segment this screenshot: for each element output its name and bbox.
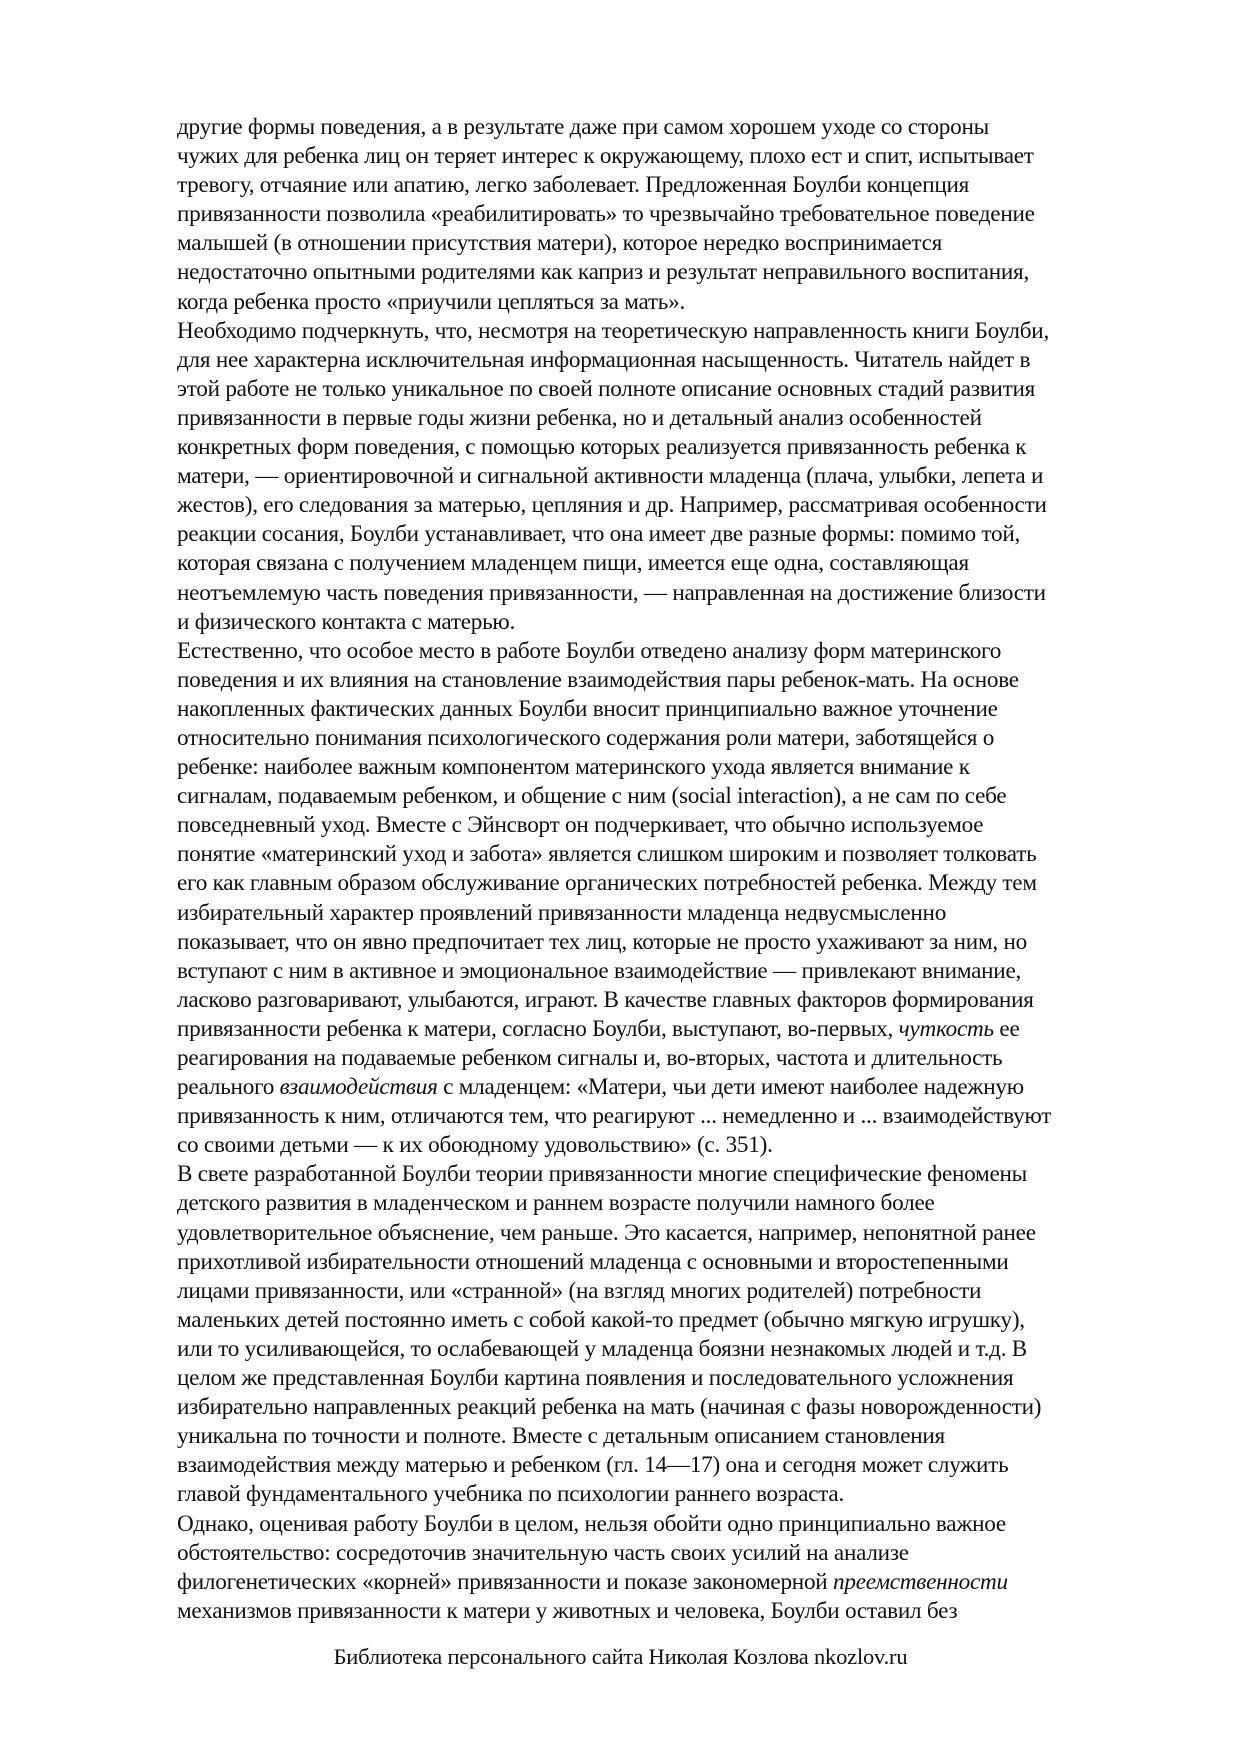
text-line: жестов), его следования за матерью, цепляния и др. Например, рассматривая особенности — [177, 492, 1047, 519]
text-line: привязанности в первые годы жизни ребенка, но и детальный анализ особенностей — [177, 404, 982, 431]
text-line: которая связана с получением младенцем пищи, имеется еще одна, составляющая — [177, 550, 969, 577]
text-line: тревогу, отчаяние или апатию, легко заболевает. Предложенная Боулби концепция — [177, 172, 970, 199]
text-line: реагирования на подаваемые ребенком сигналы и, во-вторых, частота и длительность — [177, 1045, 1003, 1071]
text-line: конкретных форм поведения, с помощью которых реализуется привязанность ребенка к — [177, 434, 1027, 461]
text-line: привязанности позволила «реабилитировать» то чрезвычайно требовательное поведение — [177, 201, 1035, 228]
text-line: В свете разработанной Боулби теории привязанности многие специфические феномены — [177, 1161, 1028, 1188]
text-line — [177, 1015, 1127, 1044]
text-segment: привязанности ребенка к матери, согласно Боулби, выступают, во-первых, — [177, 1015, 899, 1042]
text-line: маленьких детей постоянно иметь с собой какой-то предмет (обычно мягкую игрушку), — [177, 1306, 1025, 1333]
text-line: Естественно, что особое место в работе Боулби отведено анализу форм материнского — [177, 637, 1002, 664]
text-line: главой фундаментального учебника по психологии раннего возраста. — [177, 1481, 844, 1508]
text-line: Однако, оценивая работу Боулби в целом, нельзя обойти одно принципиально важное — [177, 1510, 1006, 1537]
text-line: его как главным образом обслуживание органических потребностей ребенка. Между тем — [177, 870, 1037, 897]
text-line: сигналам, подаваемым ребенком, и общение с ним (social interaction), а не сам по себе — [177, 783, 1007, 810]
text-line: избирательный характер проявлений привязанности младенца недвусмысленно — [177, 899, 947, 926]
text-line: или то усиливающейся, то ослабевающей у младенца боязни незнакомых людей и т.д. В — [177, 1335, 1028, 1362]
italic-term: взаимодействия — [279, 1074, 438, 1101]
text-line: поведения и их влияния на становление взаимодействия пары ребенок-мать. На основе — [177, 666, 1019, 693]
text-line: реакции сосания, Боулби устанавливает, что она имеет две разные формы: помимо той, — [177, 521, 1021, 548]
text-line: другие формы поведения, а в результате даже при самом хорошем уходе со стороны — [177, 114, 989, 140]
text-line: матери, — ориентировочной и сигнальной активности младенца (плача, улыбки, лепета и — [177, 463, 1044, 490]
text-line: механизмов привязанности к матери у животных и человека, Боулби оставил без — [177, 1597, 958, 1624]
text-line — [177, 1073, 1127, 1102]
text-line: целом же представленная Боулби картина появления и последовательного усложнения — [177, 1365, 1014, 1392]
text-segment: филогенетических «корней» привязанности и показе закономерной — [177, 1568, 834, 1595]
page-footer: Библиотека персонального сайта Николая Козлова nkozlov.ru — [333, 1644, 908, 1669]
italic-term: чуткость — [898, 1015, 994, 1042]
text-line: прихотливой избирательности отношений младенца с основными и второстепенными — [177, 1248, 1009, 1275]
text-line: относительно понимания психологического содержания роли матери, заботящейся о — [177, 724, 995, 751]
text-line: показывает, что он явно предпочитает тех лиц, которые не просто ухаживают за ним, но — [177, 928, 1027, 955]
text-line: понятие «материнский уход и забота» является слишком широким и позволяет толковать — [177, 841, 1037, 868]
text-line: удовлетворительное объяснение, чем раньше. Это касается, например, непонятной ранее — [177, 1219, 1036, 1246]
text-line: недостаточно опытными родителями как каприз и результат неправильного воспитания, — [177, 259, 1029, 286]
text-line: неотъемлемую часть поведения привязанности, — направленная на достижение близости — [177, 579, 1046, 606]
text-line: чужих для ребенка лиц он теряет интерес к окружающему, плохо ест и спит, испытывает — [177, 143, 1034, 170]
text-line: вступают с ним в активное и эмоциональное взаимодействие — привлекают внимание, — [177, 957, 1022, 984]
text-line: малышей (в отношении присутствия матери), которое нередко воспринимается — [177, 230, 943, 257]
text-segment: реального — [177, 1074, 280, 1101]
text-line: лицами привязанности, или «странной» (на взгляд многих родителей) потребности — [177, 1277, 982, 1304]
text-line: уникальна по точности и полноте. Вместе с детальным описанием становления — [177, 1423, 945, 1450]
text-line: когда ребенка просто «приучили цепляться за мать». — [177, 288, 685, 315]
text-line: привязанность к ним, отличаются тем, что реагируют ... немедленно и ... взаимодействуют — [177, 1103, 1052, 1130]
text-line: ребенке: наиболее важным компонентом материнского ухода является внимание к — [177, 754, 970, 781]
text-line: избирательно направленных реакций ребенка на мать (начиная с фазы новорожденности) — [177, 1394, 1042, 1421]
text-segment: с младенцем: «Матери, чьи дети имеют наиболее надежную — [437, 1074, 1024, 1101]
text-line: взаимодействия между матерью и ребенком (гл. 14—17) она и сегодня может служить — [177, 1452, 1009, 1479]
text-line: накопленных фактических данных Боулби вносит принципиально важное уточнение — [177, 695, 998, 722]
document-body — [177, 113, 1127, 1626]
text-line: повседневный уход. Вместе с Эйнсворт он подчеркивает, что обычно используемое — [177, 812, 984, 839]
text-line: ласково разговаривают, улыбаются, играют. В качестве главных факторов формирования — [177, 986, 1034, 1013]
text-segment: ее — [993, 1015, 1020, 1042]
text-line: и физического контакта с матерью. — [177, 608, 516, 635]
text-line: для нее характерна исключительная информационная насыщенность. Читатель найдет в — [177, 346, 1031, 373]
text-line: со своими детьми — к их обоюдному удовольствию» (с. 351). — [177, 1132, 773, 1159]
text-line: обстоятельство: сосредоточив значительную часть своих усилий на анализе — [177, 1539, 909, 1566]
text-line: этой работе не только уникальное по своей полноте описание основных стадий развития — [177, 375, 1036, 402]
text-line — [177, 1568, 1127, 1597]
text-line: детского развития в младенческом и раннем возрасте получили намного более — [177, 1190, 935, 1217]
text-line: Необходимо подчеркнуть, что, несмотря на теоретическую направленность книги Боулби, — [177, 317, 1050, 344]
italic-term: преемственности — [833, 1568, 1008, 1595]
